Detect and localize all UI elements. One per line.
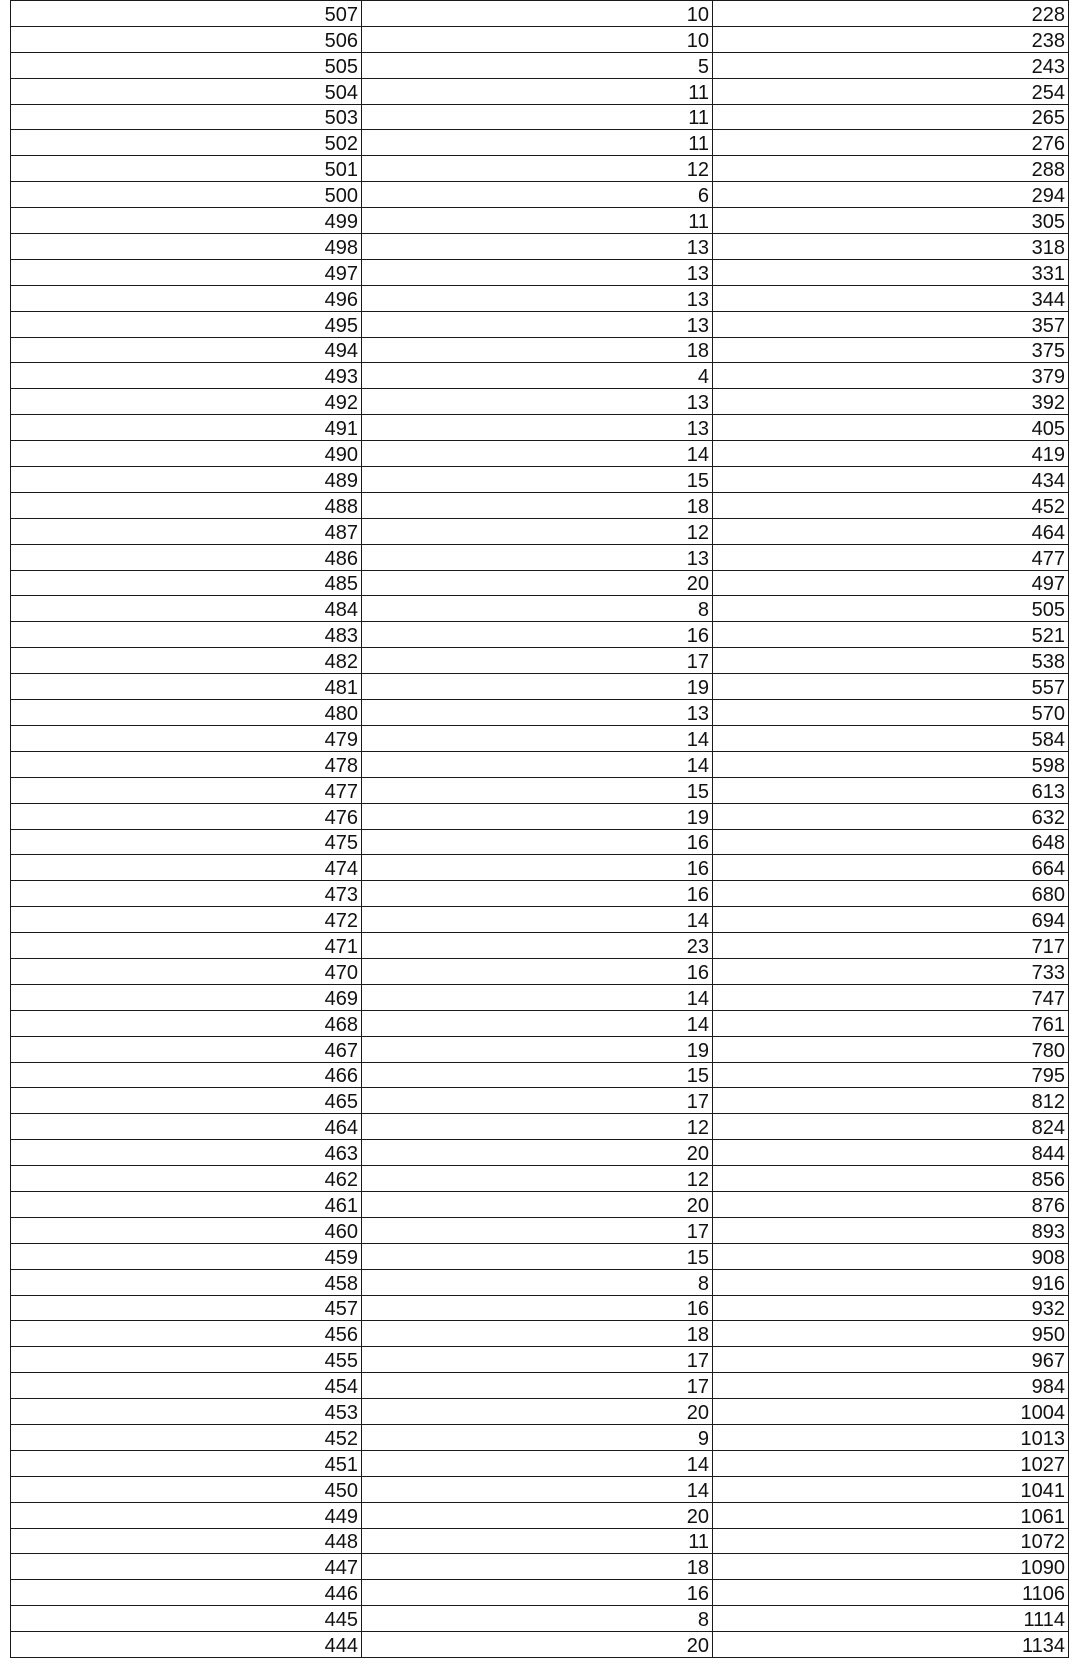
cumulative-cell: 717 (713, 933, 1069, 959)
score-cell: 507 (11, 1, 362, 27)
table-row (11, 363, 1069, 389)
count-cell: 19 (362, 674, 713, 700)
count-cell: 16 (362, 1295, 713, 1321)
score-cell: 488 (11, 492, 362, 518)
table-body (11, 1, 1069, 1658)
table-row (11, 285, 1069, 311)
score-cell: 495 (11, 311, 362, 337)
table-row (11, 1166, 1069, 1192)
score-cell: 470 (11, 958, 362, 984)
cumulative-cell: 1041 (713, 1476, 1069, 1502)
cumulative-cell: 497 (713, 570, 1069, 596)
cumulative-cell: 344 (713, 285, 1069, 311)
cumulative-cell: 1013 (713, 1424, 1069, 1450)
cumulative-cell: 477 (713, 544, 1069, 570)
count-cell: 14 (362, 441, 713, 467)
score-cell: 486 (11, 544, 362, 570)
table-row (11, 674, 1069, 700)
score-cell: 485 (11, 570, 362, 596)
cumulative-cell: 584 (713, 725, 1069, 751)
score-cell: 467 (11, 1036, 362, 1062)
count-cell: 13 (362, 415, 713, 441)
count-cell: 14 (362, 1010, 713, 1036)
count-cell: 15 (362, 1062, 713, 1088)
table-row (11, 259, 1069, 285)
count-cell: 11 (362, 104, 713, 130)
score-cell: 503 (11, 104, 362, 130)
count-cell: 13 (362, 700, 713, 726)
table-row (11, 881, 1069, 907)
cumulative-cell: 780 (713, 1036, 1069, 1062)
count-cell: 4 (362, 363, 713, 389)
table-row (11, 1580, 1069, 1606)
score-cell: 501 (11, 156, 362, 182)
table-row (11, 1114, 1069, 1140)
cumulative-cell: 405 (713, 415, 1069, 441)
score-cell: 450 (11, 1476, 362, 1502)
count-cell: 17 (362, 1373, 713, 1399)
table-row (11, 933, 1069, 959)
count-cell: 12 (362, 518, 713, 544)
score-cell: 462 (11, 1166, 362, 1192)
table-row (11, 1554, 1069, 1580)
cumulative-cell: 1004 (713, 1399, 1069, 1425)
score-cell: 444 (11, 1632, 362, 1658)
score-cell: 492 (11, 389, 362, 415)
cumulative-cell: 238 (713, 26, 1069, 52)
count-cell: 8 (362, 1606, 713, 1632)
score-cell: 446 (11, 1580, 362, 1606)
cumulative-cell: 357 (713, 311, 1069, 337)
table-row (11, 130, 1069, 156)
count-cell: 20 (362, 1632, 713, 1658)
table-row (11, 1217, 1069, 1243)
score-cell: 461 (11, 1191, 362, 1217)
count-cell: 17 (362, 1347, 713, 1373)
cumulative-cell: 664 (713, 855, 1069, 881)
count-cell: 17 (362, 648, 713, 674)
cumulative-cell: 632 (713, 803, 1069, 829)
table-row (11, 1632, 1069, 1658)
cumulative-cell: 318 (713, 234, 1069, 260)
score-cell: 493 (11, 363, 362, 389)
count-cell: 16 (362, 958, 713, 984)
count-cell: 15 (362, 467, 713, 493)
count-cell: 10 (362, 26, 713, 52)
cumulative-cell: 521 (713, 622, 1069, 648)
cumulative-cell: 265 (713, 104, 1069, 130)
table-row (11, 958, 1069, 984)
score-cell: 471 (11, 933, 362, 959)
table-row (11, 855, 1069, 881)
cumulative-cell: 984 (713, 1373, 1069, 1399)
score-cell: 474 (11, 855, 362, 881)
score-cell: 454 (11, 1373, 362, 1399)
table-row (11, 26, 1069, 52)
count-cell: 13 (362, 389, 713, 415)
table-row (11, 1062, 1069, 1088)
cumulative-cell: 856 (713, 1166, 1069, 1192)
cumulative-cell: 694 (713, 907, 1069, 933)
score-cell: 479 (11, 725, 362, 751)
score-cell: 499 (11, 208, 362, 234)
table-row (11, 1502, 1069, 1528)
count-cell: 20 (362, 1140, 713, 1166)
score-cell: 447 (11, 1554, 362, 1580)
table-row (11, 1140, 1069, 1166)
score-cell: 459 (11, 1243, 362, 1269)
table-row (11, 1191, 1069, 1217)
count-cell: 8 (362, 1269, 713, 1295)
count-cell: 14 (362, 751, 713, 777)
cumulative-cell: 844 (713, 1140, 1069, 1166)
count-cell: 19 (362, 1036, 713, 1062)
cumulative-cell: 1090 (713, 1554, 1069, 1580)
score-cell: 494 (11, 337, 362, 363)
count-cell: 14 (362, 907, 713, 933)
cumulative-cell: 613 (713, 777, 1069, 803)
count-cell: 6 (362, 182, 713, 208)
table-row (11, 208, 1069, 234)
cumulative-cell: 1114 (713, 1606, 1069, 1632)
score-cell: 453 (11, 1399, 362, 1425)
table-row (11, 803, 1069, 829)
cumulative-cell: 392 (713, 389, 1069, 415)
count-cell: 11 (362, 208, 713, 234)
score-cell: 445 (11, 1606, 362, 1632)
score-cell: 460 (11, 1217, 362, 1243)
count-cell: 20 (362, 1191, 713, 1217)
score-cell: 448 (11, 1528, 362, 1554)
table-row (11, 1088, 1069, 1114)
table-row (11, 1295, 1069, 1321)
cumulative-cell: 228 (713, 1, 1069, 27)
count-cell: 19 (362, 803, 713, 829)
score-cell: 496 (11, 285, 362, 311)
table-row (11, 52, 1069, 78)
table-row (11, 104, 1069, 130)
score-cell: 464 (11, 1114, 362, 1140)
table-row (11, 1424, 1069, 1450)
cumulative-cell: 243 (713, 52, 1069, 78)
count-cell: 16 (362, 829, 713, 855)
score-cell: 475 (11, 829, 362, 855)
count-cell: 10 (362, 1, 713, 27)
cumulative-cell: 419 (713, 441, 1069, 467)
table-row (11, 725, 1069, 751)
count-cell: 16 (362, 855, 713, 881)
count-cell: 16 (362, 881, 713, 907)
score-cell: 473 (11, 881, 362, 907)
score-cell: 463 (11, 1140, 362, 1166)
score-cell: 452 (11, 1424, 362, 1450)
score-cell: 505 (11, 52, 362, 78)
cumulative-cell: 505 (713, 596, 1069, 622)
table-row (11, 751, 1069, 777)
cumulative-cell: 733 (713, 958, 1069, 984)
score-cell: 504 (11, 78, 362, 104)
table-row (11, 1036, 1069, 1062)
table-row (11, 337, 1069, 363)
count-cell: 18 (362, 492, 713, 518)
count-cell: 23 (362, 933, 713, 959)
table-row (11, 234, 1069, 260)
count-cell: 14 (362, 725, 713, 751)
score-cell: 465 (11, 1088, 362, 1114)
score-cell: 476 (11, 803, 362, 829)
count-cell: 5 (362, 52, 713, 78)
cumulative-cell: 950 (713, 1321, 1069, 1347)
score-cell: 456 (11, 1321, 362, 1347)
table-row (11, 596, 1069, 622)
cumulative-cell: 598 (713, 751, 1069, 777)
cumulative-cell: 824 (713, 1114, 1069, 1140)
score-cell: 506 (11, 26, 362, 52)
count-cell: 20 (362, 1399, 713, 1425)
score-cell: 487 (11, 518, 362, 544)
cumulative-cell: 288 (713, 156, 1069, 182)
count-cell: 12 (362, 1114, 713, 1140)
count-cell: 13 (362, 544, 713, 570)
score-cell: 497 (11, 259, 362, 285)
cumulative-cell: 434 (713, 467, 1069, 493)
table-row (11, 1450, 1069, 1476)
score-cell: 482 (11, 648, 362, 674)
table-row (11, 570, 1069, 596)
cumulative-cell: 452 (713, 492, 1069, 518)
cumulative-cell: 331 (713, 259, 1069, 285)
score-cell: 489 (11, 467, 362, 493)
cumulative-cell: 276 (713, 130, 1069, 156)
cumulative-cell: 747 (713, 984, 1069, 1010)
cumulative-cell: 379 (713, 363, 1069, 389)
table-row (11, 907, 1069, 933)
table-row (11, 1243, 1069, 1269)
table-row (11, 156, 1069, 182)
table-row (11, 518, 1069, 544)
cumulative-cell: 557 (713, 674, 1069, 700)
cumulative-cell: 1061 (713, 1502, 1069, 1528)
score-table (10, 0, 1069, 1658)
score-cell: 472 (11, 907, 362, 933)
table-row (11, 1347, 1069, 1373)
count-cell: 11 (362, 130, 713, 156)
score-cell: 458 (11, 1269, 362, 1295)
score-cell: 498 (11, 234, 362, 260)
table-row (11, 1, 1069, 27)
score-distribution-sheet (10, 0, 1070, 1658)
score-cell: 449 (11, 1502, 362, 1528)
table-row (11, 622, 1069, 648)
count-cell: 15 (362, 1243, 713, 1269)
count-cell: 15 (362, 777, 713, 803)
count-cell: 8 (362, 596, 713, 622)
count-cell: 13 (362, 285, 713, 311)
score-cell: 455 (11, 1347, 362, 1373)
table-row (11, 700, 1069, 726)
table-row (11, 441, 1069, 467)
table-row (11, 984, 1069, 1010)
count-cell: 17 (362, 1217, 713, 1243)
cumulative-cell: 1027 (713, 1450, 1069, 1476)
table-row (11, 311, 1069, 337)
count-cell: 16 (362, 1580, 713, 1606)
score-cell: 500 (11, 182, 362, 208)
table-row (11, 1399, 1069, 1425)
score-cell: 478 (11, 751, 362, 777)
cumulative-cell: 294 (713, 182, 1069, 208)
score-cell: 502 (11, 130, 362, 156)
cumulative-cell: 967 (713, 1347, 1069, 1373)
table-row (11, 492, 1069, 518)
table-row (11, 1321, 1069, 1347)
count-cell: 11 (362, 78, 713, 104)
count-cell: 20 (362, 1502, 713, 1528)
cumulative-cell: 1134 (713, 1632, 1069, 1658)
table-row (11, 182, 1069, 208)
score-cell: 468 (11, 1010, 362, 1036)
cumulative-cell: 932 (713, 1295, 1069, 1321)
count-cell: 20 (362, 570, 713, 596)
count-cell: 11 (362, 1528, 713, 1554)
count-cell: 13 (362, 234, 713, 260)
count-cell: 13 (362, 259, 713, 285)
table-row (11, 1269, 1069, 1295)
cumulative-cell: 254 (713, 78, 1069, 104)
count-cell: 14 (362, 984, 713, 1010)
score-cell: 483 (11, 622, 362, 648)
cumulative-cell: 761 (713, 1010, 1069, 1036)
score-cell: 481 (11, 674, 362, 700)
table-row (11, 389, 1069, 415)
table-row (11, 1528, 1069, 1554)
cumulative-cell: 1106 (713, 1580, 1069, 1606)
cumulative-cell: 812 (713, 1088, 1069, 1114)
count-cell: 18 (362, 337, 713, 363)
table-row (11, 829, 1069, 855)
cumulative-cell: 538 (713, 648, 1069, 674)
count-cell: 12 (362, 156, 713, 182)
score-cell: 490 (11, 441, 362, 467)
count-cell: 18 (362, 1554, 713, 1580)
cumulative-cell: 893 (713, 1217, 1069, 1243)
count-cell: 17 (362, 1088, 713, 1114)
table-row (11, 648, 1069, 674)
score-cell: 466 (11, 1062, 362, 1088)
cumulative-cell: 916 (713, 1269, 1069, 1295)
count-cell: 14 (362, 1476, 713, 1502)
table-row (11, 1010, 1069, 1036)
count-cell: 13 (362, 311, 713, 337)
cumulative-cell: 648 (713, 829, 1069, 855)
table-row (11, 1476, 1069, 1502)
cumulative-cell: 795 (713, 1062, 1069, 1088)
score-cell: 480 (11, 700, 362, 726)
count-cell: 18 (362, 1321, 713, 1347)
table-row (11, 415, 1069, 441)
score-cell: 484 (11, 596, 362, 622)
cumulative-cell: 908 (713, 1243, 1069, 1269)
table-row (11, 1373, 1069, 1399)
count-cell: 16 (362, 622, 713, 648)
score-cell: 469 (11, 984, 362, 1010)
score-cell: 451 (11, 1450, 362, 1476)
score-cell: 491 (11, 415, 362, 441)
count-cell: 9 (362, 1424, 713, 1450)
table-row (11, 1606, 1069, 1632)
score-cell: 477 (11, 777, 362, 803)
cumulative-cell: 305 (713, 208, 1069, 234)
cumulative-cell: 1072 (713, 1528, 1069, 1554)
cumulative-cell: 570 (713, 700, 1069, 726)
cumulative-cell: 464 (713, 518, 1069, 544)
table-row (11, 467, 1069, 493)
cumulative-cell: 876 (713, 1191, 1069, 1217)
cumulative-cell: 375 (713, 337, 1069, 363)
score-cell: 457 (11, 1295, 362, 1321)
table-row (11, 544, 1069, 570)
cumulative-cell: 680 (713, 881, 1069, 907)
table-row (11, 777, 1069, 803)
table-row (11, 78, 1069, 104)
count-cell: 12 (362, 1166, 713, 1192)
count-cell: 14 (362, 1450, 713, 1476)
